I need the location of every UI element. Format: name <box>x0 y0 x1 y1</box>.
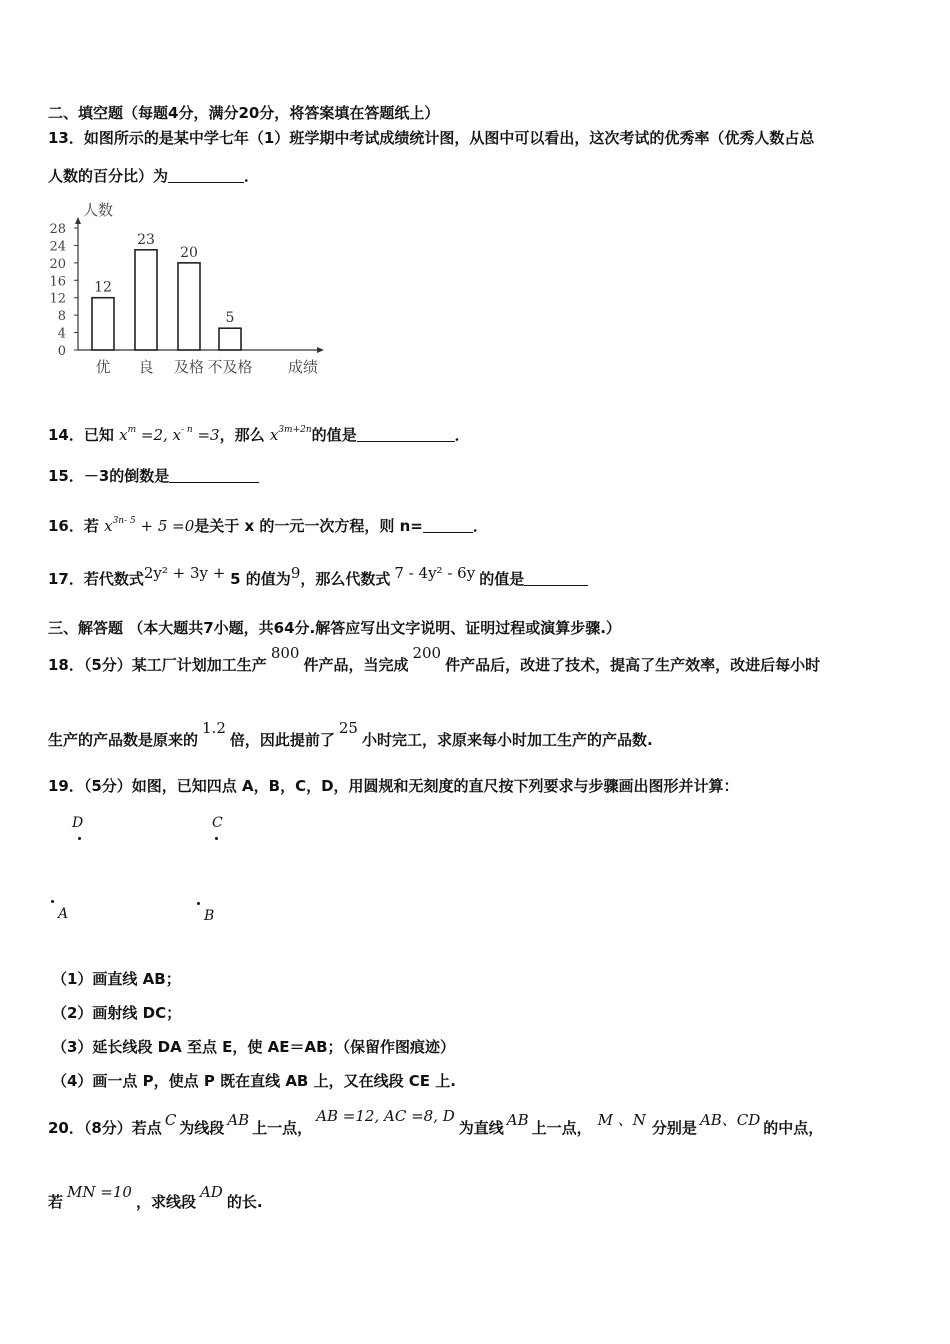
q14-text: 14．已知 <box>48 426 114 444</box>
q19-step-3: （3）延长线段 DA 至点 E，使 AE＝AB；（保留作图痕迹） <box>52 1038 456 1056</box>
q17-text2: 5 的值为 <box>230 570 291 588</box>
q17-text4: 的值是 <box>479 570 525 588</box>
y-tick-label: 28 <box>49 222 66 237</box>
q20-text6: 分别是 <box>651 1119 697 1137</box>
y-tick-label: 12 <box>49 291 66 307</box>
q14-text3: 的值是 <box>311 426 357 444</box>
q14-period: ． <box>454 426 470 444</box>
point-a-dot <box>51 900 54 903</box>
q14-text2: ，那么 <box>219 426 265 444</box>
q20-segments: AB、CD <box>699 1111 761 1129</box>
q18-line1 <box>48 644 821 675</box>
q20-point-c: C <box>164 1111 177 1129</box>
q17-text3: ，那么代数式 <box>300 570 391 588</box>
q17-text: 17．若代数式 <box>48 570 144 588</box>
q20-segment-ad: AD <box>199 1183 223 1201</box>
q20-segment-ab: AB <box>227 1111 250 1129</box>
q20-text3: 上一点， <box>252 1119 313 1137</box>
q20-text2: 为线段 <box>179 1119 225 1137</box>
q17-answer-blank[interactable] <box>524 571 588 586</box>
q17-expr1: 2y² + 3y + <box>143 564 231 582</box>
point-d-label: D <box>72 815 84 831</box>
x-tick-label: 及格 <box>173 358 205 376</box>
point-c-label: C <box>212 815 223 831</box>
q15-answer-blank[interactable] <box>169 468 259 483</box>
q16-expr: $x^{3n- 5} + 5 =0$ <box>104 516 195 535</box>
q19-line: 19．（5分）如图，已知四点 A，B，C，D，用圆规和无刻度的直尺按下列要求与步骤画出图形并计算： <box>48 777 739 795</box>
q16-text2: 是关于 x 的一元一次方程，则 n= <box>194 517 423 535</box>
q18-text3: 件产品后，改进了技术，提高了生产效率，改进后每小时 <box>445 656 821 674</box>
q17-expr2: 7 - 4y² - 6y <box>394 564 476 582</box>
point-a-label: A <box>58 906 69 922</box>
x-tick-label: 优 <box>95 358 111 376</box>
q14-expr2: $x^{3m+2n}$ <box>269 425 312 444</box>
y-tick-label: 4 <box>57 326 66 342</box>
bar-value-label: 12 <box>94 279 112 296</box>
x-axis-label: 成绩 <box>287 358 319 376</box>
q20-text9: ，求线段 <box>135 1193 196 1211</box>
q15-text: 15．－3的倒数是 <box>48 467 170 485</box>
q20-text10: 的长. <box>226 1193 263 1211</box>
q20-line1 <box>48 1107 824 1138</box>
bar-value-label: 23 <box>137 231 155 248</box>
section-3-title: 三、解答题 （本大题共7小题，共64分.解答应写出文字说明、证明过程或演算步骤.） <box>48 619 621 637</box>
q13-line2 <box>48 166 259 186</box>
q16-answer-blank[interactable] <box>423 518 473 533</box>
y-tick-label: 16 <box>49 274 66 290</box>
q14-answer-blank[interactable] <box>357 427 455 442</box>
q13-answer-blank[interactable] <box>168 168 244 183</box>
bar-2 <box>135 250 157 350</box>
q18-num-200: 200 <box>412 644 442 662</box>
q20-given: AB =12, AC =8, D <box>316 1107 455 1125</box>
q18-text4: 生产的产品数是原来的 <box>48 731 199 749</box>
y-axis-label: 人数 <box>83 201 114 219</box>
q20-points-mn: M 、N <box>597 1111 646 1129</box>
q18-num-1-2: 1.2 <box>202 719 226 737</box>
point-c-dot <box>215 837 218 840</box>
x-axis-arrow <box>317 347 324 353</box>
q14 <box>48 420 470 445</box>
q16-period: ． <box>472 517 488 535</box>
point-b-label: B <box>204 908 215 924</box>
q16-text: 16．若 <box>48 517 99 535</box>
q20-text: 20．（8分）若点 <box>48 1119 162 1137</box>
q17 <box>48 564 588 589</box>
bar-value-label: 5 <box>225 310 235 327</box>
q18-text: 18．（5分）某工厂计划加工生产 <box>48 656 267 674</box>
x-tick-label: 不及格 <box>207 358 253 376</box>
q13-period: ． <box>244 167 260 185</box>
q14-expr1: $x^m =2$, $x^{- n} =3$ <box>119 425 220 444</box>
point-d-dot <box>78 837 81 840</box>
q18-line2 <box>48 719 653 750</box>
q18-text2: 件产品，当完成 <box>303 656 409 674</box>
y-tick-label: 20 <box>49 256 66 272</box>
q13-line1: 13．如图所示的是某中学七年（1）班学期中考试成绩统计图，从图中可以看出，这次考试的优秀率（优秀人数占总 <box>48 129 815 147</box>
q18-text5: 倍，因此提前了 <box>229 731 335 749</box>
q20-text7: 的中点， <box>763 1119 824 1137</box>
q19-step-2: （2）画射线 DC； <box>52 1004 182 1022</box>
y-tick-label: 8 <box>57 309 66 325</box>
q20-line2 <box>48 1183 263 1212</box>
q19-step-1: （1）画直线 AB； <box>52 970 181 988</box>
q13-text: 人数的百分比）为 <box>48 167 169 185</box>
q20-text4: 为直线 <box>458 1119 504 1137</box>
bar-1 <box>92 298 114 350</box>
q16 <box>48 511 488 536</box>
section-2-title: 二、填空题（每题4分，满分20分，将答案填在答题纸上） <box>48 104 440 122</box>
score-bar-chart <box>40 195 340 385</box>
y-axis-arrow <box>75 217 81 224</box>
q20-text8: 若 <box>48 1193 64 1211</box>
bar-4 <box>219 328 241 350</box>
q20-line-ab: AB <box>506 1111 529 1129</box>
bar-3 <box>178 263 200 350</box>
q18-num-25: 25 <box>338 719 358 737</box>
q20-mn-value: MN =10 <box>67 1183 132 1201</box>
q18-text6: 小时完工，求原来每小时加工生产的产品数. <box>361 731 653 749</box>
bar-value-label: 20 <box>180 244 198 261</box>
point-b-dot <box>197 902 200 905</box>
q18-num-800: 800 <box>270 644 300 662</box>
q20-text5: 上一点， <box>531 1119 592 1137</box>
y-tick-label: 0 <box>57 344 66 359</box>
q19-step-4: （4）画一点 P，使点 P 既在直线 AB 上，又在线段 CE 上. <box>52 1072 456 1090</box>
q15 <box>48 466 259 486</box>
y-tick-label: 24 <box>49 239 66 255</box>
q17-value: 9 <box>290 564 301 582</box>
x-tick-label: 良 <box>138 358 154 376</box>
